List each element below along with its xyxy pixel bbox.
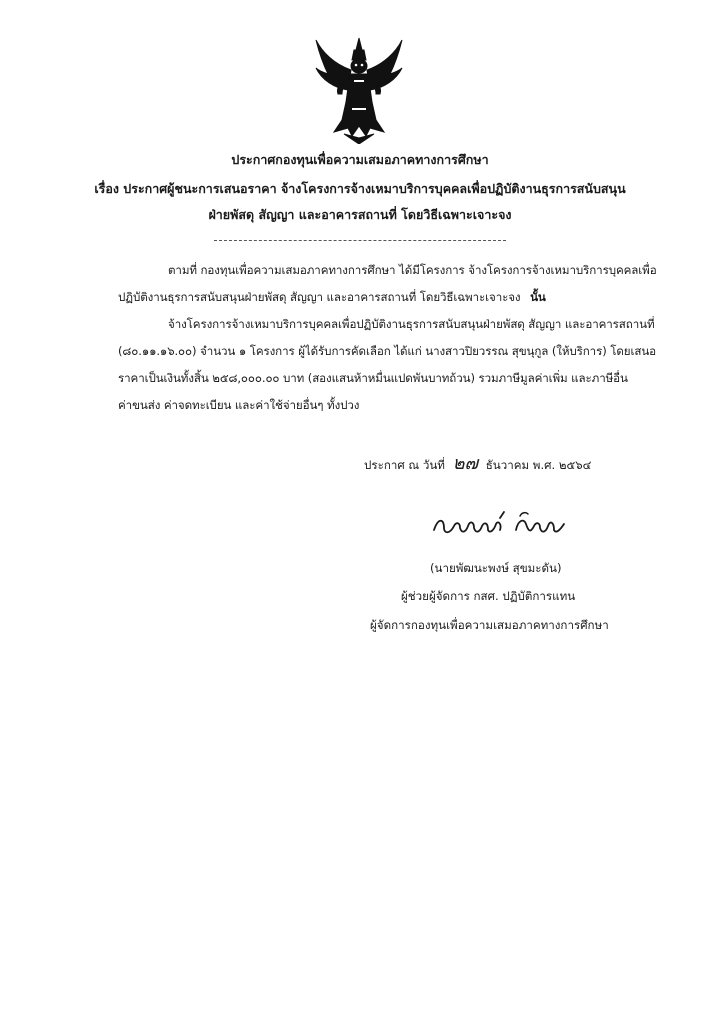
signer-position-2: ผู้จัดการกองทุนเพื่อความเสมอภาคทางการศึกษา <box>370 618 609 632</box>
paragraph-1-line-2-text: ปฏิบัติงานธุรการสนับสนุนฝ่ายพัสดุ สัญญา และอาคารสถานที่ โดยวิธีเฉพาะเจาะจง <box>118 290 521 304</box>
document-title: ประกาศกองทุนเพื่อความเสมอภาคทางการศึกษา <box>231 152 489 167</box>
header-divider <box>214 240 506 241</box>
garuda-emblem-icon <box>314 36 404 144</box>
paragraph-1-line-2 <box>118 289 546 307</box>
announce-date-day: ๒๗ <box>452 453 479 474</box>
paragraph-1-ending: นั้น <box>530 290 546 304</box>
signer-position-1: ผู้ช่วยผู้จัดการ กสศ. ปฏิบัติการแทน <box>401 589 576 603</box>
announce-date-suffix: ธันวาคม พ.ศ. ๒๕๖๔ <box>485 458 592 472</box>
document-subject-line-1: เรื่อง ประกาศผู้ชนะการเสนอราคา จ้างโครงการจ้างเหมาบริการบุคคลเพื่อปฏิบัติงานธุรการสนับสนุน <box>94 181 626 196</box>
paragraph-2-line-1: จ้างโครงการจ้างเหมาบริการบุคคลเพื่อปฏิบัติงานธุรการสนับสนุนฝ่ายพัสดุ สัญญา และอาคารสถานที่ <box>168 317 655 331</box>
paragraph-2-line-2: (๘๐.๑๑.๑๖.๐๐) จำนวน ๑ โครงการ ผู้ได้รับการคัดเลือก ได้แก่ นางสาวปิยวรรณ สุขนุกูล (ให้บริการ) โดยเสนอ <box>118 344 657 358</box>
paragraph-1-line-1: ตามที่ กองทุนเพื่อความเสมอภาคทางการศึกษา ได้มีโครงการ จ้างโครงการจ้างเหมาบริการบุคคลเพื่อ <box>168 263 657 277</box>
paragraph-2-line-3: ราคาเป็นเงินทั้งสิ้น ๒๕๘,๐๐๐.๐๐ บาท (สองแสนห้าหมื่นแปดพันบาทถ้วน) รวมภาษีมูลค่าเพิ่ม และภาษีอื่น <box>118 371 628 385</box>
signer-name: (นายพัฒนะพงษ์ สุขมะดัน) <box>430 561 562 575</box>
announce-date-prefix: ประกาศ ณ วันที่ <box>364 458 445 472</box>
announce-date <box>364 448 591 477</box>
paragraph-2-line-4: ค่าขนส่ง ค่าจดทะเบียน และค่าใช้จ่ายอื่นๆ ทั้งปวง <box>118 398 360 412</box>
document-subject-line-2: ฝ่ายพัสดุ สัญญา และอาคารสถานที่ โดยวิธีเฉพาะเจาะจง <box>208 207 512 222</box>
handwritten-signature-icon <box>430 508 570 542</box>
